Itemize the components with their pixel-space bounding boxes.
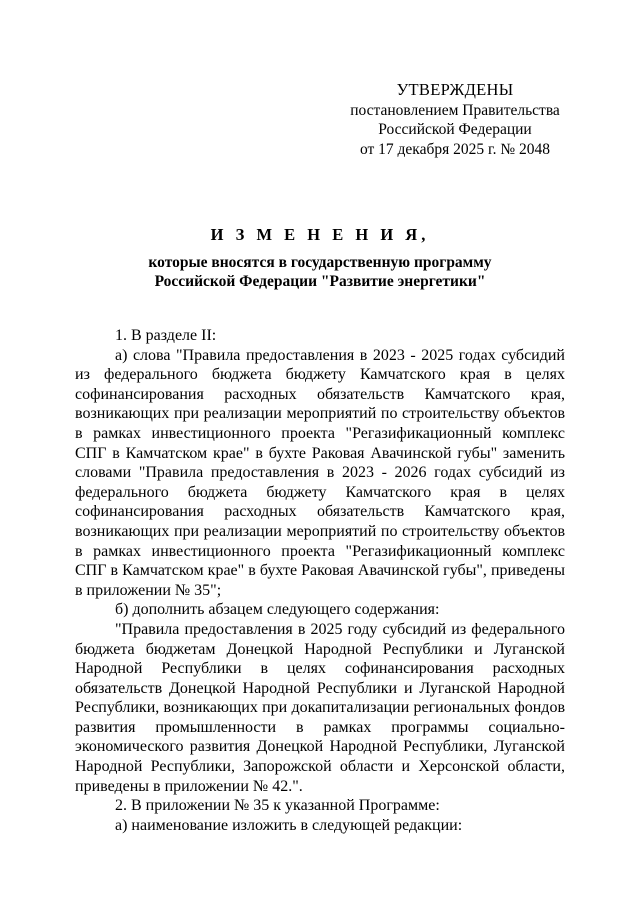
paragraph-b-add-paragraph: б) дополнить абзацем следующего содержания: xyxy=(115,601,440,619)
paragraph-appendix-35: 2. В приложении № 35 к указанной Программе: xyxy=(115,797,440,815)
approval-line-3: от 17 декабря 2025 г. № 2048 xyxy=(359,140,551,158)
approval-heading: УТВЕРЖДЕНЫ xyxy=(396,80,514,99)
paragraph-quoted-rules: "Правила предоставления в 2025 году субсидий из федерального бюджета бюджетам Донецкой Народной Республики и Луганской Народной Республики в целях софинансирования расходных обязательств Донецкой Народной Республики и Луганской Народной Республики, возникающих при докапитализации региональных фондов развития промышленности в рамках программы социально-экономического развития Донецкой Народной Республики, Луганской Народной Республики, Запорожской области и Херсонской области, приведены в приложении № 42.". xyxy=(75,620,565,795)
paragraph-section-2-heading: 1. В разделе II: xyxy=(115,327,217,344)
subtitle-line-1: которые вносятся в государственную программу xyxy=(148,254,492,271)
document-body xyxy=(75,326,565,835)
approval-line-2: Российской Федерации xyxy=(378,121,532,138)
paragraph-a-replace-words: а) слова "Правила предоставления в 2023 - 2025 годах субсидий из федерального бюджета бюджету Камчатского края в целях софинансирования расходных обязательств Камчатского края, возникающих при реализации мероприятий по строительству объектов в рамках инвестиционного проекта "Регазификационный комплекс СПГ в Камчатском крае" в бухте Раковая Авачинской губы" заменить словами "Правила предоставления в 2023 - 2026 годах субсидий из федерального бюджета бюджету Камчатского края в целях софинансирования расходных обязательств Камчатского края, возникающих при реализации мероприятий по строительству объектов в рамках инвестиционного проекта "Регазификационный комплекс СПГ в Камчатском крае" в бухте Раковая Авачинской губы", приведены в приложении № 35"; xyxy=(75,346,565,599)
document-title: И З М Е Н Е Н И Я, xyxy=(210,225,430,244)
subtitle-line-2: Российской Федерации "Развитие энергетики" xyxy=(154,273,486,290)
approval-stamp xyxy=(340,80,570,159)
approval-line-1: постановлением Правительства xyxy=(350,101,560,119)
paragraph-a-name: а) наименование изложить в следующей редакции: xyxy=(115,816,463,834)
document-subtitle xyxy=(60,253,580,291)
